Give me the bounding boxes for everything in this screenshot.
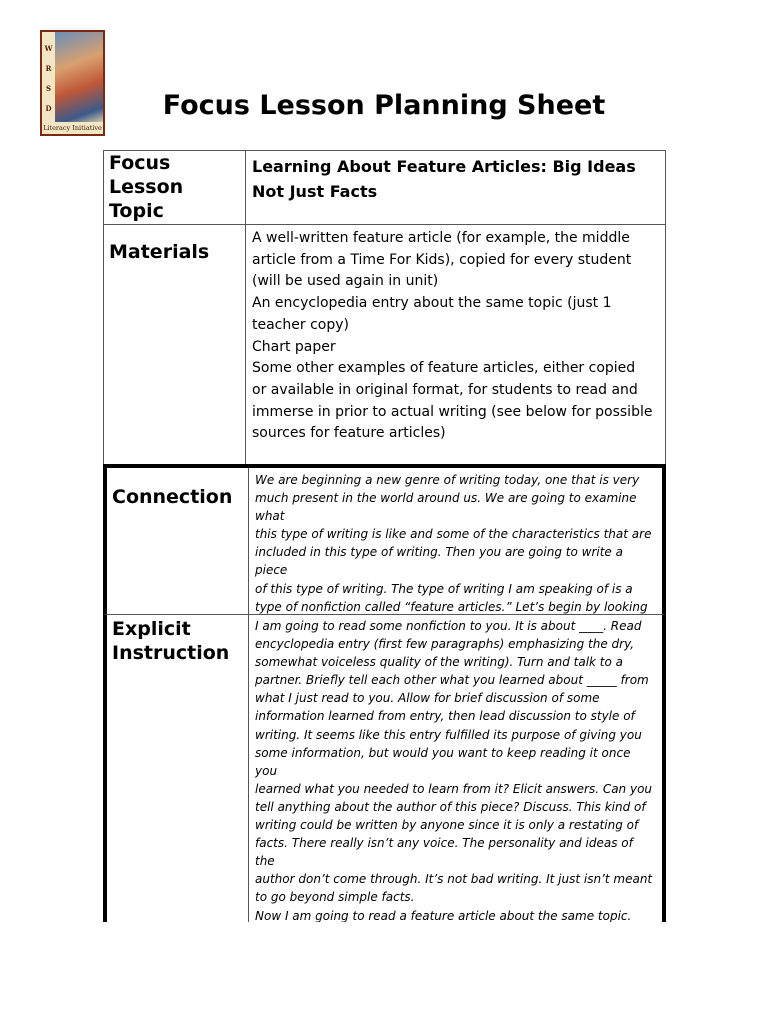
text-line: writing. It seems like this entry fulfilled its purpose of giving you — [255, 727, 642, 742]
text-line: Learning About Feature Articles: Big Ideas — [252, 157, 636, 176]
row-materials — [103, 224, 666, 464]
logo-caption: Literacy Initiative — [43, 124, 102, 132]
text-line: immerse in prior to actual writing (see below for possible — [252, 403, 653, 420]
text-line: author don’t come through. It’s not bad writing. It just isn’t meant — [255, 872, 653, 887]
text-line: included in this type of writing. Then you are going to write a piece — [255, 545, 623, 578]
text-line: somewhat voiceless quality of the writing). Turn and talk to a — [255, 655, 624, 670]
row-connection — [103, 464, 666, 614]
text-line: Some other examples of feature articles, either copied — [252, 360, 636, 377]
page-title: Focus Lesson Planning Sheet — [162, 90, 606, 121]
row-explicit-instruction — [103, 614, 666, 922]
text-line: information learned from entry, then lead discussion to style of — [255, 709, 635, 724]
logo-letter: S — [45, 84, 52, 93]
row-label: Connection — [107, 468, 249, 614]
text-line: facts. There really isn’t any voice. The personality and ideas of the — [255, 836, 633, 869]
text-line: much present in the world around us. We are going to examine what — [255, 491, 637, 524]
row-focus-lesson-topic — [103, 150, 666, 224]
text-line: (will be used again in unit) — [252, 273, 439, 290]
text-line: this type of writing is like and some of the characteristics that are — [255, 527, 652, 542]
connection-text — [249, 468, 662, 614]
text-line: Not Just Facts — [252, 182, 378, 201]
text-line: what I just read to you. Allow for brief discussion of some — [255, 691, 600, 706]
row-label: Focus Lesson Topic — [104, 151, 246, 224]
row-label: Explicit Instruction — [107, 615, 249, 922]
logo-letter: W — [44, 44, 53, 53]
planning-table — [103, 150, 666, 922]
text-line: type of nonfiction called “feature articles.” Let’s begin by looking — [255, 599, 648, 614]
text-line: some information, but would you want to keep reading it once you — [255, 745, 631, 778]
text-line: Now I am going to read a feature article about the same topic. — [255, 908, 632, 922]
row-label: Materials — [104, 225, 246, 464]
text-line: writing could be written by anyone since it is only a restating of — [255, 818, 639, 833]
materials-text — [246, 225, 665, 464]
text-line: learned what you needed to learn from it? Elicit answers. Can you — [255, 781, 653, 796]
text-line: We are beginning a new genre of writing today, one that is very — [255, 473, 640, 487]
text-line: of this type of writing. The type of writing I am speaking of is a — [255, 581, 633, 596]
text-line: An encyclopedia entry about the same topic (just 1 — [252, 295, 612, 312]
text-line: A well-written feature article (for example, the middle — [252, 230, 630, 246]
text-line: to go beyond simple facts. — [255, 890, 415, 905]
text-line: Chart paper — [252, 338, 336, 355]
text-line: partner. Briefly tell each other what you learned about _____ from — [255, 673, 649, 688]
text-line: article from a Time For Kids), copied for every student — [252, 251, 632, 268]
text-line: tell anything about the author of this piece? Discuss. This kind of — [255, 799, 646, 814]
text-line: encyclopedia entry (first few paragraphs) emphasizing the dry, — [255, 637, 635, 652]
text-line: sources for feature articles) — [252, 425, 446, 442]
instruction-text — [249, 615, 662, 922]
text-line: I am going to read some nonfiction to you. It is about ____. Read — [255, 619, 642, 633]
text-line: teacher copy) — [252, 316, 349, 333]
logo-letter: R — [45, 64, 52, 73]
text-line: or available in original format, for students to read and — [252, 381, 638, 398]
logo-letter: D — [45, 104, 52, 113]
topic-text — [246, 151, 665, 224]
